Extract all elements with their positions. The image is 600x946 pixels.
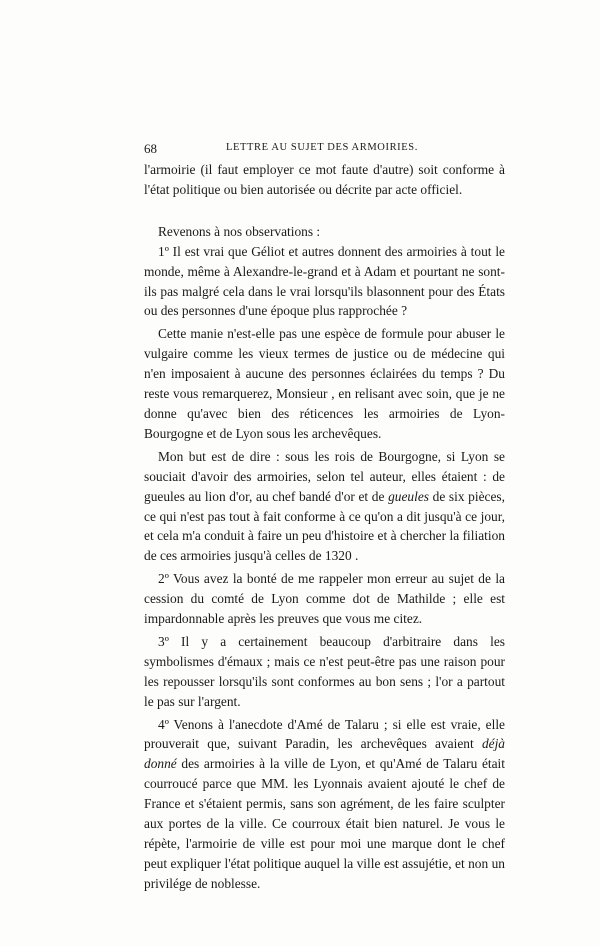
paragraph-text: des armoiries à la ville de Lyon, et qu'Amé de Talaru était courroucé parce que MM. les Lyonnais avaient ajouté le chef de France et s'étaient permis, sans son agrément, de les faire sculpter aux portes de la ville. Ce courroux était bien naturel. Je vous le répète, l'armoirie de ville est pour moi une marque dont le chef peut expliquer l'état politique auquel la ville est assujétie, et non un privilége de noblesse. — [144, 756, 505, 891]
page-header — [144, 141, 505, 159]
running-head: LETTRE AU SUJET DES ARMOIRIES. — [226, 142, 418, 153]
paragraph-point-3: 3º Il y a certainement beaucoup d'arbitraire dans les symbolismes d'émaux ; mais ce n'est peut-être pas une raison pour les repousser lorsqu'ils sont conformes au bon sens ; l'or a partout le pas sur l'argent. — [144, 633, 505, 709]
paragraph-text: Mon but est de dire : sous les rois de Bourgogne, si Lyon se souciait d'avoir des armoiries, selon tel auteur, elles étaient : de gueules au lion d'or, au chef bandé d'or et de — [144, 448, 505, 504]
paragraph-continuation: l'armoirie (il faut employer ce mot faute d'autre) soit conforme à l'état politique ou bien autorisée ou décrite par acte officiel. — [144, 162, 505, 197]
paragraph-text: de six pièces, ce qui n'est pas tout à fait conforme à ce qu'on a dit jusqu'à ce jour, et cela m'a conduit à faire un peu d'histoire et à chercher la filiation de ces armoiries jusqu'à celles de 1320 . — [144, 488, 505, 564]
body-text — [144, 160, 505, 894]
paragraph-point-4 — [144, 715, 505, 894]
page-number: 68 — [144, 141, 157, 156]
paragraph-manie: Cette manie n'est-elle pas une espèce de formule pour abuser le vulgaire comme les vieux termes de justice ou de médecine qui n'en imposaient à aucune des personnes éclairées du temps ? Du reste vous remarquerez, Monsieur , en relisant avec soin, que je ne donne qu'avec bien des réticences les armoiries de Lyon-Bourgogne et de Lyon sous les archevêques. — [144, 326, 505, 441]
paragraph-intro: Revenons à nos observations : — [158, 223, 321, 239]
paragraph-point-1: 1º Il est vrai que Géliot et autres donnent des armoiries à tout le monde, même à Alexandre-le-grand et à Adam et pourtant ne sont-ils pas malgré cela dans le vrai lorsqu'ils blasonnent pour des États ou des personnes d'une époque plus rapprochée ? — [144, 243, 505, 319]
paragraph-point-2: 2º Vous avez la bonté de me rappeler mon erreur au sujet de la cession du comté de Lyon comme dot de Mathilde ; elle est impardonnable après les preuves que vous me citez. — [144, 571, 505, 627]
italic-term: déjà donné — [144, 736, 505, 772]
paragraph-mon-but — [144, 447, 505, 566]
italic-term: gueules — [388, 488, 429, 504]
paragraph-text: 4º Venons à l'anecdote d'Amé de Talaru ; si elle est vraie, elle prouverait que, suivant Paradin, les archevêques avaient — [144, 716, 505, 752]
